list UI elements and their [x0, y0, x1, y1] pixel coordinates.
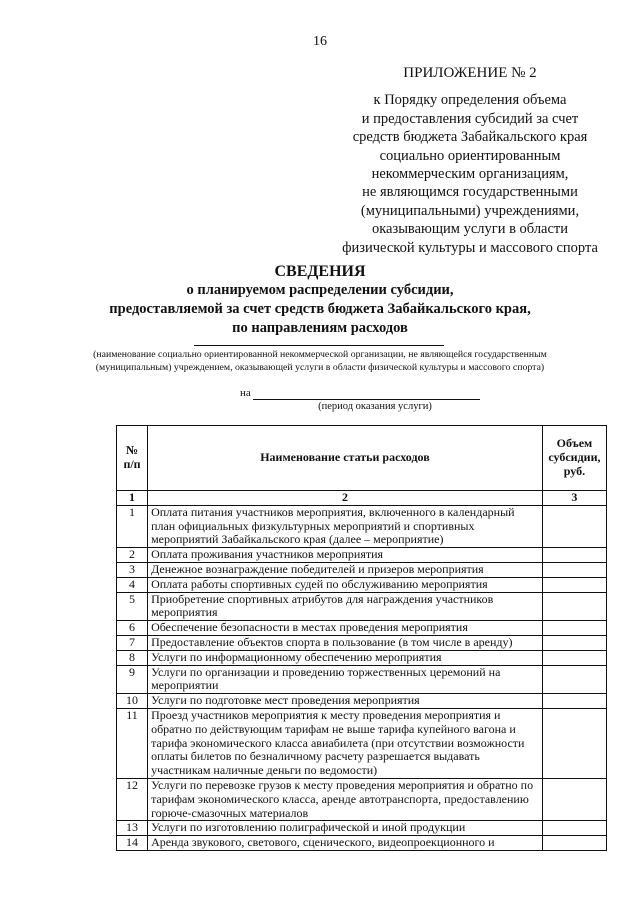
period-line	[253, 388, 480, 400]
table-row	[117, 821, 607, 836]
row-number: 13	[117, 821, 148, 836]
table-header-row	[117, 426, 607, 491]
row-amount-cell[interactable]	[542, 635, 606, 650]
row-number: 2	[117, 548, 148, 563]
title-line: предоставляемой за счет средств бюджета Забайкальского края,	[109, 301, 531, 317]
title-line: о планируемом распределении субсидии,	[186, 282, 454, 298]
table-row	[117, 621, 607, 636]
appendix-line: (муниципальными) учреждениями,	[360, 202, 580, 219]
row-amount-cell[interactable]	[542, 592, 606, 621]
header-name: Наименование статьи расходов	[148, 426, 543, 491]
row-expense-name: Оплата работы спортивных судей по обслуживанию мероприятия	[148, 577, 543, 592]
row-expense-name: Услуги по информационному обеспечению мероприятия	[148, 650, 543, 665]
row-expense-name: Предоставление объектов спорта в пользование (в том числе в аренду)	[148, 635, 543, 650]
row-expense-name: Проезд участников мероприятия к месту проведения мероприятия и обратно по действующим тарифам не выше тарифа купейного вагона и тарифа экономического класса авиабилета (при отсутствии возможности оплаты билетов по безналичному расчету разрешается выдавать участникам наличные деньги по ведомости)	[148, 708, 543, 778]
row-expense-name: Денежное вознаграждение победителей и призеров мероприятия	[148, 562, 543, 577]
table-row	[117, 650, 607, 665]
table-row	[117, 635, 607, 650]
row-expense-name: Услуги по изготовлению полиграфической и иной продукции	[148, 821, 543, 836]
row-expense-name: Услуги по перевозке грузов к месту проведения мероприятия и обратно по тарифам экономического класса, аренде автотранспорта, предоставлению горюче-смазочных материалов	[148, 778, 543, 820]
table-row	[117, 562, 607, 577]
row-amount-cell[interactable]	[542, 621, 606, 636]
period-block	[240, 386, 480, 414]
appendix-line: к Порядку определения объема	[373, 92, 567, 109]
row-number: 6	[117, 621, 148, 636]
table-row	[117, 505, 607, 547]
table-row	[117, 836, 607, 851]
row-amount-cell[interactable]	[542, 505, 606, 547]
row-number: 3	[117, 562, 148, 577]
row-amount-cell[interactable]	[542, 577, 606, 592]
column-index: 1	[117, 491, 148, 506]
row-number: 5	[117, 592, 148, 621]
title-main: СВЕДЕНИЯ	[274, 263, 366, 280]
row-expense-name: Аренда звукового, светового, сценического, видеопроекционного и	[148, 836, 543, 851]
appendix-line: социально ориентированным	[379, 147, 561, 164]
row-amount-cell[interactable]	[542, 562, 606, 577]
document-title	[90, 262, 550, 338]
page-number: 16	[313, 34, 327, 49]
row-expense-name: Приобретение спортивных атрибутов для награждения участников мероприятия	[148, 592, 543, 621]
period-caption: (период оказания услуги)	[318, 401, 432, 412]
table-row	[117, 778, 607, 820]
row-expense-name: Оплата проживания участников мероприятия	[148, 548, 543, 563]
organization-caption: (наименование социально ориентированной некоммерческой организации, не являющейся государственным (муниципальным) учреждением, оказывающей услуги в области физической культуры и массового спорта)	[93, 349, 547, 373]
header-num: № п/п	[117, 426, 148, 491]
row-amount-cell[interactable]	[542, 778, 606, 820]
row-expense-name: Услуги по организации и проведению торжественных церемоний на мероприятии	[148, 665, 543, 694]
column-index: 2	[148, 491, 543, 506]
appendix-line: и предоставления субсидий за счет	[361, 110, 579, 127]
table-row	[117, 592, 607, 621]
table-row	[117, 708, 607, 778]
row-number: 10	[117, 694, 148, 709]
row-number: 9	[117, 665, 148, 694]
table-row	[117, 665, 607, 694]
row-number: 4	[117, 577, 148, 592]
row-expense-name: Обеспечение безопасности в местах проведения мероприятия	[148, 621, 543, 636]
column-index-row	[117, 491, 607, 506]
appendix-heading: ПРИЛОЖЕНИЕ № 2	[403, 65, 537, 81]
period-prefix: на	[240, 387, 251, 399]
appendix-line: не являющимся государственными	[362, 184, 578, 201]
row-number: 12	[117, 778, 148, 820]
appendix-line: оказывающим услуги в области	[371, 221, 569, 238]
appendix-line: некоммерческим организациям,	[371, 166, 569, 183]
row-amount-cell[interactable]	[542, 821, 606, 836]
expenses-table	[116, 425, 607, 851]
row-amount-cell[interactable]	[542, 694, 606, 709]
organization-name-line	[194, 345, 444, 346]
row-expense-name: Оплата питания участников мероприятия, включенного в календарный план официальных физкультурных мероприятий и спортивных мероприятий Забайкальского края (далее – мероприятие)	[148, 505, 543, 547]
appendix-line: средств бюджета Забайкальского края	[352, 129, 588, 146]
table-row	[117, 694, 607, 709]
table-row	[117, 577, 607, 592]
row-number: 11	[117, 708, 148, 778]
row-amount-cell[interactable]	[542, 836, 606, 851]
row-amount-cell[interactable]	[542, 548, 606, 563]
column-index: 3	[542, 491, 606, 506]
appendix-line: физической культуры и массового спорта	[342, 239, 598, 256]
row-amount-cell[interactable]	[542, 650, 606, 665]
appendix-block	[320, 64, 620, 257]
row-expense-name: Услуги по подготовке мест проведения мероприятия	[148, 694, 543, 709]
row-number: 1	[117, 505, 148, 547]
row-number: 8	[117, 650, 148, 665]
row-amount-cell[interactable]	[542, 708, 606, 778]
row-number: 14	[117, 836, 148, 851]
title-line: по направлениям расходов	[232, 320, 408, 336]
table-row	[117, 548, 607, 563]
header-amount: Объем субсидии, руб.	[542, 426, 606, 491]
row-amount-cell[interactable]	[542, 665, 606, 694]
row-number: 7	[117, 635, 148, 650]
